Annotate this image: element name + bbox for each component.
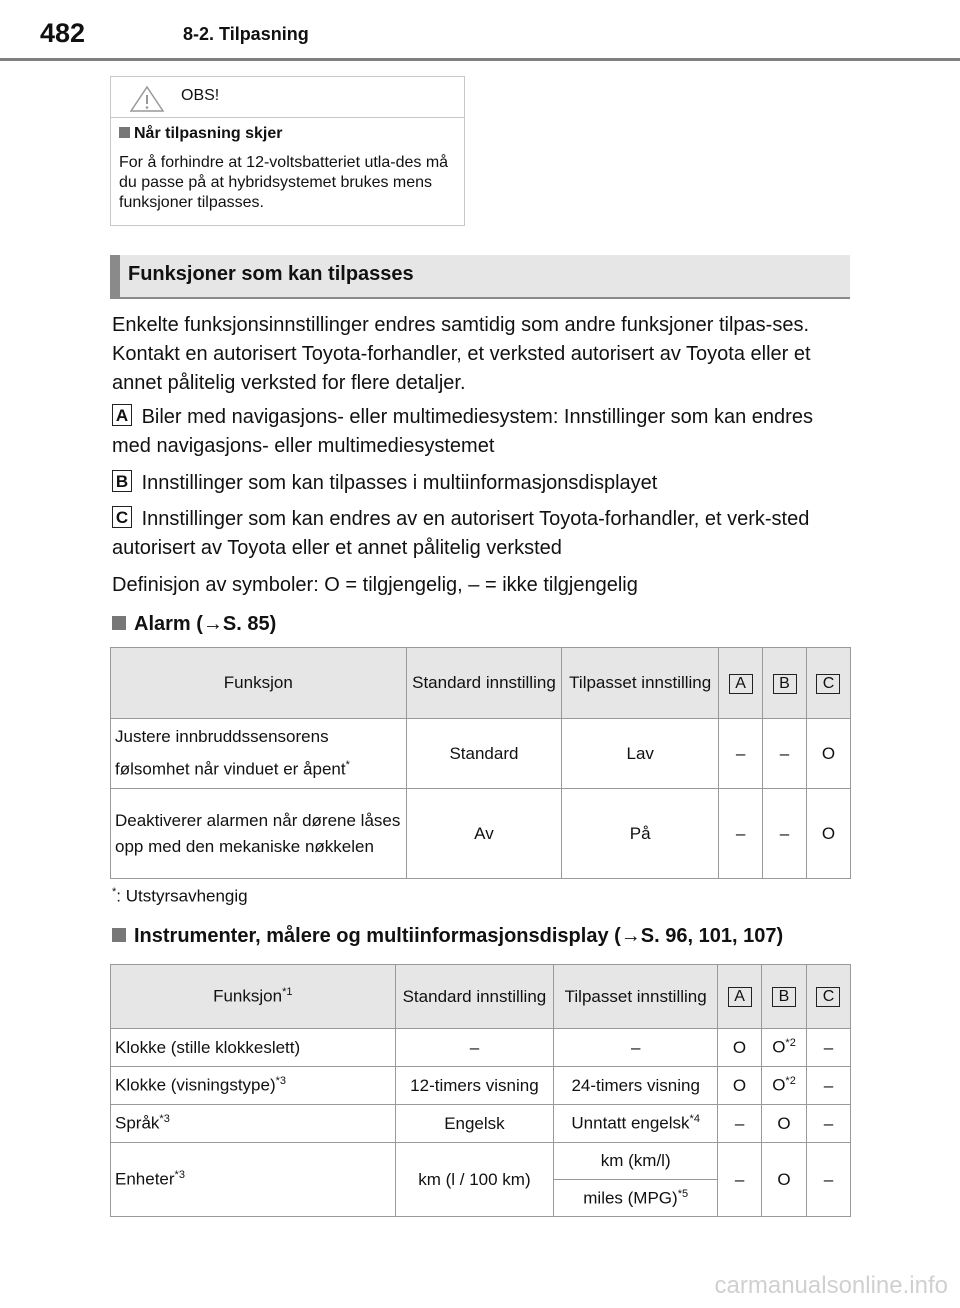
footnote-mark: *3 (275, 1075, 287, 1088)
col-header-a (718, 965, 762, 1029)
custom-cell (554, 1105, 718, 1143)
a-cell: – (718, 1105, 762, 1143)
standard-cell: Engelsk (395, 1105, 554, 1143)
c-cell: O (806, 789, 850, 879)
section-title: 8-2. Tilpasning (183, 24, 309, 44)
standard-cell: Standard (406, 719, 562, 789)
a-cell: O (718, 1029, 762, 1067)
badge-b: B (772, 987, 796, 1007)
c-cell: – (806, 1105, 850, 1143)
caution-header (111, 77, 464, 118)
col-header-custom: Tilpasset innstilling (554, 965, 718, 1029)
col-header-standard: Standard innstilling (406, 648, 562, 719)
badge-a: A (112, 404, 132, 426)
page-number: 482 (40, 18, 86, 48)
legend-text-b: Innstillinger som kan tilpasses i multiinformasjonsdisplayet (141, 472, 658, 494)
footnote-mark: * (112, 886, 117, 898)
col-header-b (763, 648, 807, 719)
custom-value: miles (MPG) (583, 1188, 678, 1208)
table-header-row (111, 648, 851, 719)
legend-text-a: Biler med navigasjons- eller multimediesystem: Innstillinger som kan endres med navigasjons- eller multimediesystemet (112, 406, 813, 457)
table-header-row (111, 965, 851, 1029)
col-header-standard: Standard innstilling (395, 965, 554, 1029)
warning-icon (129, 85, 165, 113)
function-cell (111, 1067, 396, 1105)
table-row (111, 789, 851, 879)
alarm-heading (112, 613, 276, 636)
col-header-function (111, 965, 396, 1029)
standard-cell: Av (406, 789, 562, 879)
c-cell: – (806, 1067, 850, 1105)
footnote-mark: *5 (677, 1187, 689, 1200)
badge-b: B (773, 674, 797, 694)
table-row (111, 1143, 851, 1180)
custom-cell: km (km/l) (554, 1143, 718, 1180)
standard-cell: km (l / 100 km) (395, 1143, 554, 1217)
heading-bar (110, 255, 120, 299)
instruments-heading (112, 925, 783, 948)
section-heading (110, 255, 850, 299)
b-cell (762, 1067, 807, 1105)
b-cell: – (763, 719, 807, 789)
footnote-mark: *1 (282, 986, 293, 999)
b-value: O (772, 1037, 786, 1057)
col-header-function: Funksjon (111, 648, 407, 719)
table-row (111, 1067, 851, 1105)
function-text: Språk (115, 1113, 160, 1133)
footnote-mark: * (345, 759, 350, 772)
caution-subtitle (119, 125, 283, 143)
section-heading-text: Funksjoner som kan tilpasses (128, 263, 414, 285)
function-text: Enheter (115, 1169, 175, 1189)
table-row (111, 1029, 851, 1067)
badge-a: A (728, 987, 752, 1007)
custom-value: Unntatt engelsk (571, 1113, 690, 1133)
c-cell: – (806, 1143, 850, 1217)
table-row (111, 1105, 851, 1143)
col-header-c (806, 648, 850, 719)
table-row (111, 719, 851, 789)
custom-cell-2 (554, 1180, 718, 1217)
standard-cell: – (395, 1029, 554, 1067)
badge-c: C (816, 987, 840, 1007)
caution-title: OBS! (181, 87, 220, 104)
a-cell: – (718, 1143, 762, 1217)
c-cell: – (806, 1029, 850, 1067)
function-cell: Klokke (stille klokkeslett) (111, 1029, 396, 1067)
footnote-mark: *2 (785, 1037, 796, 1050)
watermark: carmanualsonline.info (714, 1272, 948, 1299)
standard-cell: 12-timers visning (395, 1067, 554, 1105)
caution-text: For å forhindre at 12-voltsbatteriet utla-des må du passe på at hybridsystemet brukes mens funksjoner tilpasses. (119, 154, 449, 211)
b-cell: O (762, 1105, 807, 1143)
badge-a: A (729, 674, 753, 694)
badge-b: B (112, 470, 132, 492)
function-text: Justere innbruddssensorens følsomhet når vinduet er åpent (115, 727, 346, 779)
caution-subtitle-text: Når tilpasning skjer (134, 125, 283, 142)
function-cell: Deaktiverer alarmen når dørene låses opp med den mekaniske nøkkelen (111, 789, 407, 879)
badge-c: C (112, 506, 132, 528)
legend-item-c (112, 505, 852, 563)
footnote-mark: *4 (689, 1113, 700, 1126)
legend-item-b (112, 469, 852, 498)
a-cell: – (719, 789, 763, 879)
custom-cell: Lav (562, 719, 719, 789)
col-header-b (762, 965, 807, 1029)
alarm-heading-text: Alarm (→S. 85) (134, 613, 277, 635)
bullet-square-icon (112, 616, 126, 630)
footnote-text: : Utstyrsavhengig (116, 886, 248, 906)
b-cell: – (763, 789, 807, 879)
col-header-c (806, 965, 850, 1029)
col-header-custom: Tilpasset innstilling (562, 648, 719, 719)
instruments-heading-text: Instrumenter, målere og multiinformasjonsdisplay (→S. 96, 101, 107) (134, 925, 784, 947)
b-value: O (772, 1075, 786, 1095)
badge-c: C (816, 674, 840, 694)
footnote-mark: *2 (785, 1075, 796, 1088)
c-cell: O (806, 719, 850, 789)
function-cell (111, 1143, 396, 1217)
footnote (112, 886, 248, 907)
function-cell (111, 719, 407, 789)
custom-cell: 24-timers visning (554, 1067, 718, 1105)
definition-text: Definisjon av symboler: O = tilgjengelig, – = ikke tilgjengelig (112, 574, 638, 596)
footnote-mark: *3 (174, 1169, 185, 1182)
col-header-function-text: Funksjon (213, 986, 283, 1006)
header-divider (0, 58, 960, 61)
footnote-mark: *3 (159, 1113, 170, 1126)
b-cell (762, 1029, 807, 1067)
legend-item-a (112, 403, 852, 461)
b-cell: O (762, 1143, 807, 1217)
custom-cell: På (562, 789, 719, 879)
intro-paragraph: Enkelte funksjonsinnstillinger endres samtidig som andre funksjoner tilpas-ses. Kontakt en autorisert Toyota-forhandler, et verksted autorisert av Toyota eller et annet pålitelig verksted for flere detaljer. (112, 314, 811, 394)
custom-cell: – (554, 1029, 718, 1067)
legend-text-c: Innstillinger som kan endres av en autorisert Toyota-forhandler, et verk-sted autorisert av Toyota eller et annet pålitelig verksted (112, 508, 810, 559)
bullet-square-icon (119, 127, 130, 138)
function-text: Klokke (visningstype) (115, 1075, 276, 1095)
function-cell (111, 1105, 396, 1143)
a-cell: O (718, 1067, 762, 1105)
alarm-table (110, 647, 851, 879)
caution-box (110, 76, 465, 226)
bullet-square-icon (112, 928, 126, 942)
a-cell: – (719, 719, 763, 789)
col-header-a (719, 648, 763, 719)
instruments-table (110, 964, 851, 1217)
